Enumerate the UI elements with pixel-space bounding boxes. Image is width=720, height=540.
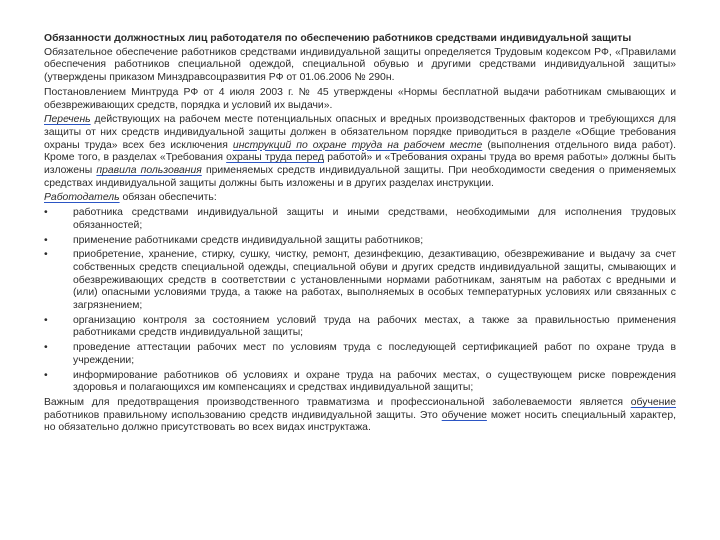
bullet-icon: • — [44, 342, 48, 354]
term-employer: Работодатель — [44, 192, 120, 204]
list-item: • приобретение, хранение, стирку, сушку, чистку, ремонт, дезинфекцию, дезактивацию, обезвреживание и выдачу за счет собственных средств специальной одежды, специальной обуви и других средств индивидуальной защиты, смывающих и обезвреживающих средств в соответствии с установленными нормами работникам, занятым на работах с вредными и (или) опасными условиями труда, а также на работах, выполняемых в особых температурных условиях или связанных с загрязнением; — [44, 249, 676, 312]
paragraph-norms: Постановлением Минтруда РФ от 4 июля 2003 г. № 45 утверждены «Нормы бесплатной выдачи работникам смывающих и обезвреживающих средств, порядка и условий их выдачи». — [44, 86, 676, 111]
bullet-icon: • — [44, 314, 48, 326]
paragraph-employer-obligations: Работодатель обязан обеспечить: — [44, 192, 217, 204]
term-instructions-link[interactable]: инструкций по охране труда на рабочем месте — [232, 139, 483, 151]
link-training-1[interactable]: обучение — [630, 396, 676, 408]
paragraph-legal-basis: Обязательное обеспечение работников средствами индивидуальной защиты определяется Трудовым кодексом РФ, «Правилами обеспечения работников специальной одеждой, специальной обувью и другими средствами индивидуальной защиты» (утверждены приказом Минздравсоцразвития РФ от 01.06.2006 № 290н. — [44, 46, 676, 84]
bullet-icon: • — [44, 207, 48, 219]
list-item: • работника средствами индивидуальной защиты и иными средствами, необходимыми для исполнения трудовых обязанностей; — [44, 207, 676, 231]
bullet-icon: • — [44, 369, 48, 381]
list-item: • проведение аттестации рабочих мест по условиям труда с последующей сертификацией работ по охране труда в учреждении; — [44, 342, 676, 366]
list-item: • информирование работников об условиях и охране труда на рабочих местах, о существующем риске повреждения здоровья и полагающихся им компенсациях и средствах индивидуальной защиты; — [44, 369, 676, 394]
bullet-icon: • — [44, 249, 48, 261]
bullet-icon: • — [44, 234, 48, 246]
page-title: Обязанности должностных лиц работодателя по обеспечению работников средствами индивидуальной защиты — [44, 33, 632, 44]
link-training-2[interactable]: обучение — [441, 409, 487, 421]
list-item: • применение работниками средств индивидуальной защиты работников; — [44, 234, 424, 246]
obligations-list — [44, 207, 676, 395]
term-usage-rules[interactable]: правила пользования — [96, 165, 202, 177]
paragraph-training: Важным для предотвращения производственного травматизма и профессиональной заболеваемости является обучение работников правильному использованию средств индивидуальной защиты. Это обучение может носить специальный характер, но обязательно должно присутствовать во всех видах инструктажа. — [44, 396, 676, 434]
list-item: • организацию контроля за состоянием условий труда на рабочих местах, а также за правильностью применения работниками средств индивидуальной защиты; — [44, 314, 676, 339]
term-perechen: Перечень — [44, 114, 91, 126]
paragraph-list-of-factors: Перечень действующих на рабочем месте потенциальных опасных и вредных производственных факторов и требующихся для защиты от них средств индивидуальной защиты должен в обязательном порядке приводиться в разделе «Общие требования охраны труда» всех без исключения инструкций по охране труда на рабочем месте (выполнения отдельного вида работ). Кроме того, в разделах «Требования охраны труда перед работой» и «Требования охраны труда во время работы» должны быть изложены правила пользования применяемых средств индивидуальной защиты. При необходимости сведения о применяемых средствах индивидуальной защиты должны быть изложены и в других разделах инструкции. — [44, 114, 676, 189]
link-labor-protection[interactable]: охраны труда перед — [226, 152, 325, 164]
